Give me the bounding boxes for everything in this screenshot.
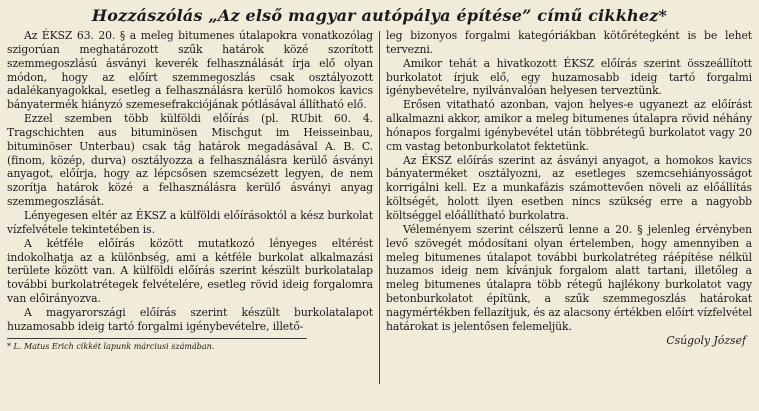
footnote: * L. Matus Erich cikkét lapunk márciusi számában.: [7, 341, 215, 351]
paragraph: leg bizonyos forgalmi kategóriákban kötőrétegként is be lehet tervezni.: [386, 29, 752, 56]
paragraph: Erősen vitatható azonban, vajon helyes-e ugyanezt az előírást alkalmazni akkor, amikor a meleg bitumenes útalapra rövid néhány hónapos forgalmi igénybevétel után többrétegű burkolatot vagy 20 cm vastag betonburkolatot fektetünk.: [386, 98, 752, 153]
column-divider: [379, 31, 380, 384]
paragraph: A magyarországi előírás szerint készült burkolatalapot huzamosabb ideig tartó forgalmi igénybevételre, illető-: [7, 305, 373, 333]
paragraph: Lényegesen eltér az ÉKSZ a külföldi előírásoktól a kész burkolat vízfelvétele tekintetében is.: [7, 208, 373, 236]
left-column: [7, 29, 373, 384]
right-column: [386, 29, 752, 384]
paragraph: A kétféle előírás között mutatkozó lényeges eltérést indokolhatja az a különbség, ami a kétféle burkolat alkalmazási területe között van. A külföldi előírás szerint készült burkolatalap további burkolatrétegek felvételére, esetleg rövid ideig forgalomra van előirányozva.: [7, 236, 373, 306]
author-signature: Csúgoly József: [666, 333, 746, 347]
paragraph: Az ÉKSZ 63. 20. § a meleg bitumenes útalapokra vonatkozólag szigorúan meghatározott szűk határok közé szorított szemmegoszlású ásványi keverék felhasználását írja elő olyan módon, hogy az előírt szemmegoszlás csak osztályozott adalékanyagokkal, esetleg a felhasználásra kerülő homokos kavics bányatermék hiányzó szemesefrakciójának pótlásával állítható elő.: [7, 29, 373, 112]
footnote-rule: [7, 338, 307, 339]
article-title: Hozzászólás „Az első magyar autópálya építése” című cikkhez*: [91, 6, 668, 25]
paragraph: Amikor tehát a hivatkozott ÉKSZ előírás szerint összeállított burkolatot írjuk elő, egy huzamosabb ideig tartó forgalmi igénybevételre, nyilvánvalóan helyesen terveztünk.: [386, 56, 752, 98]
paragraph: Véleményem szerint célszerű lenne a 20. § jelenleg érvényben levő szövegét módosítani olyan értelemben, hogy amennyiben a meleg bitumenes útalapot további burkolatréteg ráépítése nélkül huzamos ideig nem kívánjuk forgalom alatt tartani, illetőleg a meleg bitumenes útalapra több rétegű hajlékony burkolatot vagy betonburkolatot építünk, a szűk szemmegoszlás határokat nagymértékben fellazítjuk, és az alacsony értékben előírt vízfelvétel határokat is jelentősen felemeljük.: [386, 222, 752, 333]
paragraph: Ezzel szemben több külföldi előírás (pl. RUbit 60. 4. Tragschichten aus bituminösen Mischgut im Heisseinbau, bituminöser Unterbau) csak tág határok megadásával A. B. C. (finom, közép, durva) osztályozza a felhasználásra kerülő ásványi anyagot, előírja, hogy az lépcsősen szemcsézett legyen, de nem szorítja határok közé a felhasználásra kerülő ásványi anyag szemmegoszlását.: [7, 112, 373, 209]
paragraph: Az ÉKSZ előírás szerint az ásványi anyagot, a homokos kavics bányaterméket osztályozni, az esetleges szemcsehiányosságot korrigálni kell. Ez a munkafázis számottevően növeli az előállítás költségét, holott ilyen esetben nincs szükség erre a nagyobb költséggel előállítható burkolatra.: [386, 153, 752, 222]
article-body: [7, 29, 752, 384]
